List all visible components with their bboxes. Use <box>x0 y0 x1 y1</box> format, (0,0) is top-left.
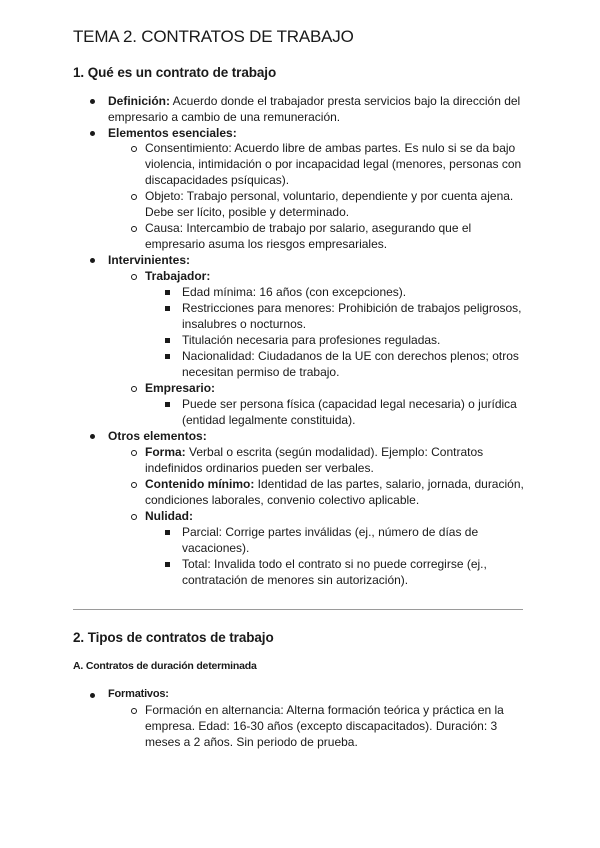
consentimiento-line-3: discapacidades psíquicas). <box>145 173 290 187</box>
causa-line-2: empresario asuma los riesgos empresariales. <box>145 237 388 251</box>
bullet-square <box>165 338 170 343</box>
bullet-circle <box>131 482 137 488</box>
contenido-text-1: Identidad de las partes, salario, jornada, duración, <box>254 477 524 491</box>
bullet-circle <box>131 386 137 392</box>
bullet-disc <box>90 131 95 136</box>
nacionalidad-line-2: necesitan permiso de trabajo. <box>182 365 340 379</box>
bullet-circle <box>131 146 137 152</box>
bullet-circle <box>131 450 137 456</box>
bullet-square <box>165 530 170 535</box>
parcial-line-2: vacaciones). <box>182 541 250 555</box>
objeto-line-2: Debe ser lícito, posible y determinado. <box>145 205 350 219</box>
total-line-1: Total: Invalida todo el contrato si no puede corregirse (ej., <box>182 557 487 571</box>
bullet-square <box>165 562 170 567</box>
bullet-square <box>165 354 170 359</box>
forma-text-1: Verbal o escrita (según modalidad). Ejemplo: Contratos <box>185 445 484 459</box>
nulidad-label: Nulidad: <box>145 509 193 523</box>
intervinientes-label: Intervinientes: <box>108 253 191 267</box>
bullet-circle <box>131 226 137 232</box>
parcial-line-1: Parcial: Corrige partes inválidas (ej., número de días de <box>182 525 479 539</box>
bullet-square <box>165 306 170 311</box>
definicion-line-1 <box>108 93 520 109</box>
titulacion-line: Titulación necesaria para profesiones reguladas. <box>182 333 441 347</box>
forma-line-1 <box>145 444 483 460</box>
contenido-line-2: condiciones laborales, convenio colectivo aplicable. <box>145 493 420 507</box>
elementos-label: Elementos esenciales: <box>108 126 237 140</box>
bullet-circle <box>131 274 137 280</box>
contenido-label: Contenido mínimo: <box>145 477 255 491</box>
persona-line-1: Puede ser persona física (capacidad legal necesaria) o jurídica <box>182 397 517 411</box>
alternancia-line-3: meses a 2 años. Sin periodo de prueba. <box>145 735 358 749</box>
section-1-heading: 1. Qué es un contrato de trabajo <box>73 65 277 80</box>
bullet-square <box>165 290 170 295</box>
nacionalidad-line-1: Nacionalidad: Ciudadanos de la UE con derechos plenos; otros <box>182 349 519 363</box>
page-title: TEMA 2. CONTRATOS DE TRABAJO <box>73 27 354 46</box>
persona-line-2: (entidad legalmente constituida). <box>182 413 356 427</box>
empresario-label: Empresario: <box>145 381 216 395</box>
definicion-text-1: Acuerdo donde el trabajador presta servicios bajo la dirección del <box>170 94 521 108</box>
bullet-circle <box>131 708 137 714</box>
horizontal-divider <box>73 609 523 610</box>
definicion-label: Definición: <box>108 94 170 108</box>
definicion-text-2: empresario a cambio de una remuneración. <box>108 110 341 124</box>
bullet-disc <box>90 99 95 104</box>
formativos-label: Formativos: <box>108 688 169 700</box>
alternancia-line-1: Formación en alternancia: Alterna formación teórica y práctica en la <box>145 703 504 717</box>
bullet-disc <box>90 258 95 263</box>
consentimiento-line-1: Consentimiento: Acuerdo libre de ambas partes. Es nulo si se da bajo <box>145 141 516 155</box>
consentimiento-line-2: violencia, intimidación o por incapacidad legal (menores, personas con <box>145 157 522 171</box>
bullet-disc <box>90 434 95 439</box>
contenido-line-1 <box>145 476 524 492</box>
trabajador-label: Trabajador: <box>145 269 211 283</box>
causa-line-1: Causa: Intercambio de trabajo por salario, asegurando que el <box>145 221 472 235</box>
bullet-square <box>165 402 170 407</box>
restricciones-line-2: insalubres o nocturnos. <box>182 317 307 331</box>
section-2-subheading: A. Contratos de duración determinada <box>73 660 257 672</box>
edad-line: Edad mínima: 16 años (con excepciones). <box>182 285 407 299</box>
total-line-2: contratación de menores sin autorización). <box>182 573 409 587</box>
otros-label: Otros elementos: <box>108 429 207 443</box>
forma-line-2: indefinidos ordinarios pueden ser verbales. <box>145 461 374 475</box>
bullet-disc <box>90 693 95 698</box>
section-2-heading: 2. Tipos de contratos de trabajo <box>73 630 274 645</box>
bullet-circle <box>131 194 137 200</box>
restricciones-line-1: Restricciones para menores: Prohibición de trabajos peligrosos, <box>182 301 522 315</box>
forma-label: Forma: <box>145 445 186 459</box>
bullet-circle <box>131 514 137 520</box>
objeto-line-1: Objeto: Trabajo personal, voluntario, dependiente y por cuenta ajena. <box>145 189 514 203</box>
alternancia-line-2: empresa. Edad: 16-30 años (excepto discapacitados). Duración: 3 <box>145 719 498 733</box>
